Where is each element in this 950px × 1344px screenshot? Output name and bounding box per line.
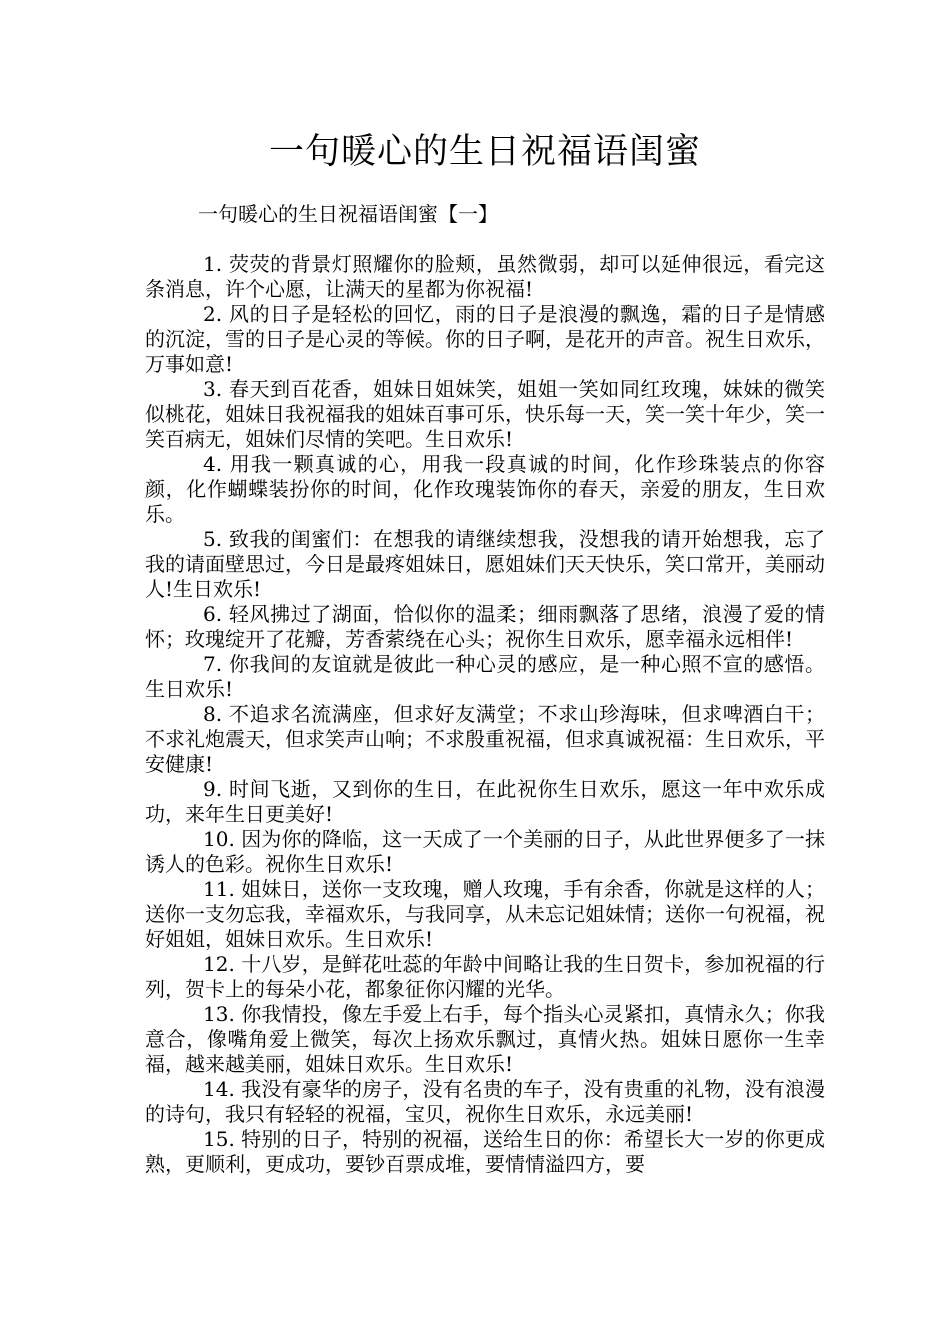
wish-item-2: 2. 风的日子是轻松的回忆，雨的日子是浪漫的飘逸，霜的日子是情感的沉淀，雪的日子是心灵的等候。你的日子啊，是花开的声音。祝生日欢乐，万事如意! [145, 302, 825, 376]
wish-item-3: 3. 春天到百花香，姐妹日姐妹笑，姐姐一笑如同红玫瑰，妹妹的微笑似桃花，姐妹日我祝福我的姐妹百事可乐，快乐每一天，笑一笑十年少，笑一笑百病无，姐妹们尽情的笑吧。生日欢乐! [145, 377, 825, 451]
wish-item-6: 6. 轻风拂过了湖面，恰似你的温柔；细雨飘落了思绪，浪漫了爱的情怀；玫瑰绽开了花瓣，芳香萦绕在心头；祝你生日欢乐，愿幸福永远相伴! [145, 602, 825, 651]
wish-item-11: 11. 姐妹日，送你一支玫瑰，赠人玫瑰，手有余香，你就是这样的人；送你一支勿忘我，幸福欢乐，与我同享，从未忘记姐妹情；送你一句祝福，祝好姐姐，姐妹日欢乐。生日欢乐! [145, 877, 825, 951]
wish-item-14: 14. 我没有豪华的房子，没有名贵的车子，没有贵重的礼物，没有浪漫的诗句，我只有轻轻的祝福，宝贝，祝你生日欢乐，永远美丽! [145, 1077, 825, 1126]
document-page [145, 0, 825, 1177]
wish-item-5: 5. 致我的闺蜜们：在想我的请继续想我，没想我的请开始想我，忘了我的请面壁思过，今日是最疼姐妹日，愿姐妹们天天快乐，笑口常开，美丽动人!生日欢乐! [145, 527, 825, 601]
wish-item-10: 10. 因为你的降临，这一天成了一个美丽的日子，从此世界便多了一抹诱人的色彩。祝你生日欢乐! [145, 827, 825, 876]
wish-item-8: 8. 不追求名流满座，但求好友满堂；不求山珍海味，但求啤酒白干；不求礼炮震天，但求笑声山响；不求殷重祝福，但求真诚祝福：生日欢乐，平安健康! [145, 702, 825, 776]
wish-item-12: 12. 十八岁，是鲜花吐蕊的年龄中间略让我的生日贺卡，参加祝福的行列，贺卡上的每朵小花，都象征你闪耀的光华。 [145, 952, 825, 1001]
wish-item-15: 15. 特别的日子，特别的祝福，送给生日的你：希望长大一岁的你更成熟，更顺利，更成功，要钞百票成堆，要情情溢四方，要 [145, 1127, 825, 1176]
wish-item-1: 1. 荧荧的背景灯照耀你的脸颊，虽然微弱，却可以延伸很远，看完这条消息，许个心愿，让满天的星都为你祝福! [145, 252, 825, 301]
wish-list [145, 252, 825, 1177]
document-title: 一句暖心的生日祝福语闺蜜 [268, 132, 701, 172]
wish-item-13: 13. 你我情投，像左手爱上右手，每个指头心灵紧扣，真情永久；你我意合，像嘴角爱上微笑，每次上扬欢乐飘过，真情火热。姐妹日愿你一生幸福，越来越美丽，姐妹日欢乐。生日欢乐! [145, 1002, 825, 1076]
wish-item-4: 4. 用我一颗真诚的心，用我一段真诚的时间，化作珍珠装点的你容颜，化作蝴蝶装扮你的时间，化作玫瑰装饰你的春天，亲爱的朋友，生日欢乐。 [145, 452, 825, 526]
section-heading: 一句暖心的生日祝福语闺蜜【一】 [198, 202, 498, 226]
wish-item-9: 9. 时间飞逝，又到你的生日，在此祝你生日欢乐，愿这一年中欢乐成功，来年生日更美好! [145, 777, 825, 826]
wish-item-7: 7. 你我间的友谊就是彼此一种心灵的感应，是一种心照不宣的感悟。生日欢乐! [145, 652, 825, 701]
